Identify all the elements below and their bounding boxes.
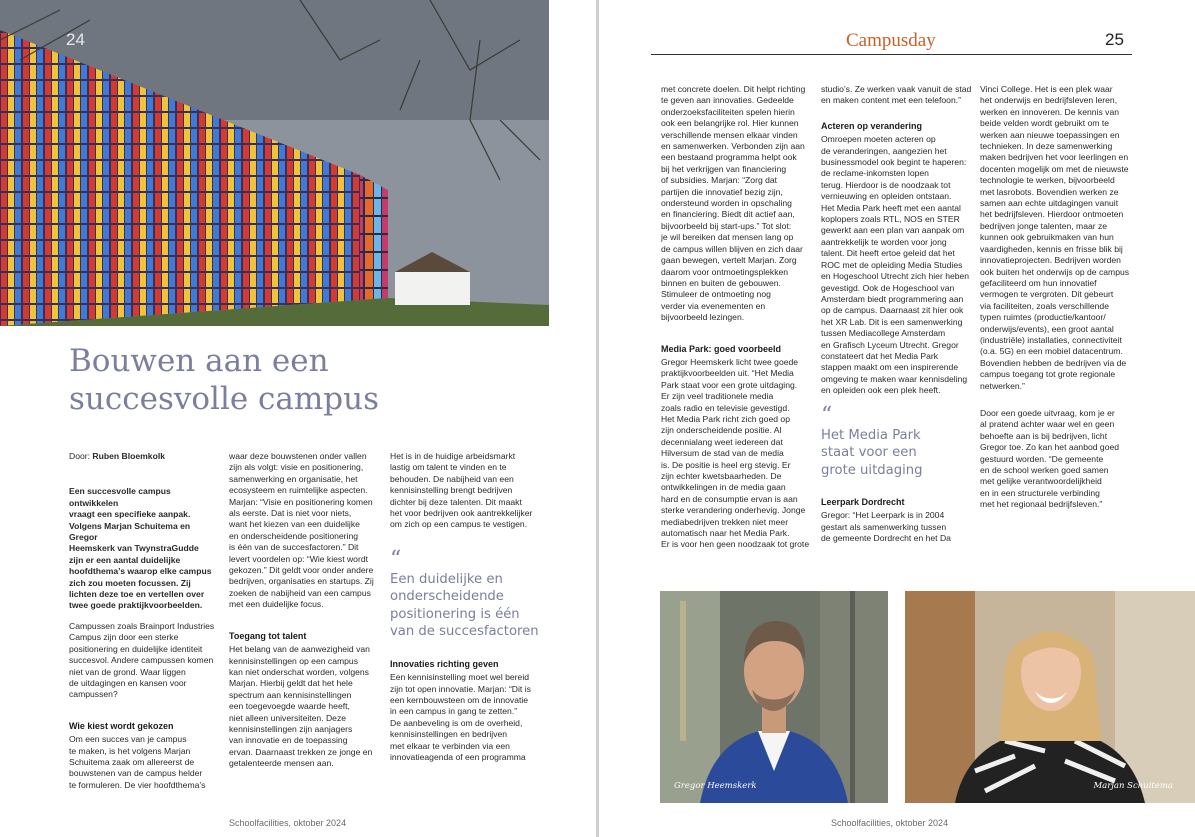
intro-paragraph: Een succesvolle campus ontwikkelen vraagt een specifieke aanpak. Volgens Marjan Schuitema en Gregor Heemskerk van TwynstraGudde zijn er een aantal duidelijke hoofdthema’s waarop elke campus zich zou moeten focussen. Zij lichten deze toe en vertellen over twee goede praktijkvoorbeelden. [69, 486, 212, 611]
page-number: 25 [1105, 30, 1124, 49]
page-number: 24 [66, 30, 85, 49]
paragraph: Het belang van de aanwezigheid van kennisinstellingen op een campus kan niet onderschat worden, volgens Marjan. Hierbij geldt dat het hele spectrum aan kennisinstellingen een toegevoegde waarde heeft, niet alleen universiteiten. Deze kennisinstellingen zijn aanjagers van innovatie en de toepassing ervan. Daarnaast trekken ze jonge en getalenteerde mensen aan. [229, 644, 373, 769]
paragraph: Een kennisinstelling moet wel bereid zijn tot open innovatie. Marjan: “Dit is een kernbouwsteen om de innovatie in een campus in gang te zetten.” De aanbeveling is om de overheid, kennisinstellingen en bedrijven met elkaar te verbinden via een innovatieagenda of een programma [390, 672, 531, 763]
quote-mark: “ [821, 402, 833, 428]
right-page [599, 0, 1195, 837]
subheading: Toegang tot talent [229, 630, 307, 641]
paragraph: studio’s. Ze werken vaak vanuit de stad en maken content met een telefoon.” [821, 84, 972, 106]
paragraph: Vinci College. Het is een plek waar het onderwijs en bedrijfsleven leren, werken en innoveren. De kennis van beide velden wordt gebruikt om te werken aan nieuwe toepassingen en technieken. In deze samenwerking maken bedrijven het voor leerlingen en docenten mogelijk om met de nieuwste technologie te werken, bijvoorbeeld met lasrobots. Bovendien werken ze samen aan echte uitdagingen vanuit het bedrijfsleven. Hierdoor ontmoeten bedrijven jonge talenten, maar ze kunnen ook gebruikmaken van hun vaardigheden, kennis en frisse blik bij innovatieprojecten. Bedrijven worden ook buiten het onderwijs op de campus gefaciliteerd om hun innovatief vermogen te vergroten. Dit gebeurt via faciliteiten, zoals verschillende typen ruimtes (productie/kantoor/ onderwijs/events), een groot aantal (industriële) installaties, connectiviteit (o.a. 5G) en een mobiel datacentrum. Bovendien hebben de bedrijven via de campus toegang tot grote regionale netwerken.” [980, 84, 1130, 391]
paragraph: Gregor: “Het Leerpark is in 2004 gestart als samenwerking tussen de gemeente Dordrecht en het Da [821, 510, 951, 544]
paragraph: Om een succes van je campus te maken, is het volgens Marjan Schuitema zaak om allereerst de bouwstenen van de campus helder te formuleren. De vier hoofdthema’s [69, 734, 206, 790]
paragraph: Gregor Heemskerk licht twee goede praktijkvoorbeelden uit. “Het Media Park staat voor een grote uitdaging. Er zijn veel traditionele media zoals radio en televisie gevestigd. Het Media Park richt zich goed op zijn onderscheidende positie. Al decennialang weet iedereen dat Hilversum de stad van de media is. De positie is heel erg stevig. Er zijn echter kwetsbaarheden. De ontwikkelingen in de media gaan hard en de consumptie ervan is aan sterke verandering onderhevig. Jonge mediabedrijven trekken niet meer automatisch naar het Media Park. Er is voor hen geen noodzaak tot grote [661, 356, 810, 550]
paragraph: waar deze bouwstenen onder vallen zijn als volgt: visie en positionering, samenwerking en organisatie, het ecosysteem en ruimtelijke aspecten. Marjan: “Visie en positionering komen als eerste. Dat is niet voor niets, want het kiezen van een duidelijke en onderscheidende positionering is één van de succesfactoren.” Dit levert voordelen op: “Wie kiest wordt gekozen.” Dit geldt voor onder andere bedrijven, organisaties en startups. Zij zoeken de nabijheid van een campus met een duidelijke focus. [229, 451, 374, 610]
paragraph: Door een goede uitvraag, kom je er al pratend achter waar wel en geen behoefte aan is bij bedrijven, licht Gregor toe. Zo kan het aanbod goed gestuurd worden. “De gemeente en de school werken goed samen met gelijke verantwoordelijkheid en in een structurele verbinding met het regionaal bedrijfsleven.” [980, 407, 1120, 510]
left-column-1 [69, 451, 219, 800]
paragraph: Campussen zoals Brainport Industries Campus zijn door een sterke positionering en duidelijke identiteit succesvol. Andere campussen komen niet van de grond. Waar liggen de uitdagingen en kansen voor campussen? [69, 620, 215, 700]
footer: Schoolfacilities, oktober 2024 [831, 818, 949, 828]
left-page [0, 0, 596, 837]
right-column-3 [980, 84, 1140, 520]
header-divider [651, 54, 1132, 55]
right-column-1 [661, 84, 811, 560]
subheading: Innovaties richting geven [390, 658, 499, 669]
left-column-2 [229, 451, 381, 779]
paragraph: Het is in de huidige arbeidsmarkt lastig om talent te vinden en te behouden. De nabijheid van een kennisinstelling brengt bedrijven dichter bij deze talenten. Dit maakt het voor bedrijven ook aantrekkelijker om zich op een campus te vestigen. [390, 451, 533, 530]
footer: Schoolfacilities, oktober 2024 [229, 818, 347, 828]
section-title: Campusday [846, 30, 936, 51]
pull-quote: Het Media Park staat voor een grote uitdaging [821, 427, 923, 478]
portrait-gregor-heemskerk [660, 591, 888, 803]
paragraph: met concrete doelen. Dit helpt richting te geven aan innovaties. Gedeelde onderzoeksfaciliteiten spelen hierin ook een belangrijke rol. Hier kunnen verschillende mensen elkaar vinden en samenwerken. Verbonden zijn aan een bestaand programma helpt ook bij het verkrijgen van financiering of subsidies. Marjan: “Zorg dat partijen die innovatief bezig zijn, ondersteund worden in opschaling en financiering. Biedt dit actief aan, bijvoorbeeld bij start-ups.” Tot slot: je wil bereiken dat mensen lang op de campus willen blijven en zich daar gaan bewegen, vertelt Marjan. Zorg daarom voor ontmoetingsplekken binnen en buiten de gebouwen. Stimuleer de ontmoeting nog verder via evenementen en bijvoorbeeld lezingen. [661, 84, 806, 323]
building-photo [0, 0, 549, 326]
portrait-illustration [905, 591, 1195, 803]
subheading: Wie kiest wordt gekozen [69, 720, 174, 731]
article-title: Bouwen aan een succesvolle campus [69, 343, 380, 417]
left-column-3 [390, 451, 550, 773]
byline: Door: Ruben Bloemkolk [69, 451, 165, 461]
photo-caption: Gregor Heemskerk [674, 781, 757, 791]
byline-author: Ruben Bloemkolk [92, 451, 165, 461]
photo-caption: Marjan Schuitema [1093, 781, 1173, 791]
portrait-marjan-schuitema [905, 591, 1195, 803]
quote-mark: “ [390, 546, 402, 572]
right-column-2 [821, 84, 973, 554]
portrait-illustration [660, 591, 888, 803]
paragraph: Omroepen moeten acteren op de veranderingen, aangezien het businessmodel ook begint te haperen: de reclame-inkomsten lopen terug. Hierdoor is de noodzaak tot vernieuwing en opleiden ontstaan. Het Media Park heeft met een aantal koplopers zoals RTL, NOS en STER gewerkt aan een plan van aanpak om aantrekkelijk te worden voor jong talent. Dit heeft ertoe geleid dat het ROC met de opleiding Media Studies en Hogeschool Utrecht zich hier heben gevestigd. Ook de Hogeschool van Amsterdam biedt programmering aan op de campus. Daarnaast zit hier ook het XR Lab. Dit is een samenwerking tussen Mediacollege Amsterdam en Grafisch Lyceum Utrecht. Gregor constateert dat het Media Park stappen maakt om een inspirerende omgeving te maken waar kennisdeling en opleiden ook een plek heeft. [821, 134, 970, 396]
subheading: Leerpark Dordrecht [821, 497, 905, 508]
subheading: Media Park: goed voorbeeld [661, 343, 782, 354]
subheading: Acteren op verandering [821, 120, 923, 131]
pull-quote: Een duidelijke en onderscheidende positionering is één van de succesfactoren [390, 571, 539, 640]
